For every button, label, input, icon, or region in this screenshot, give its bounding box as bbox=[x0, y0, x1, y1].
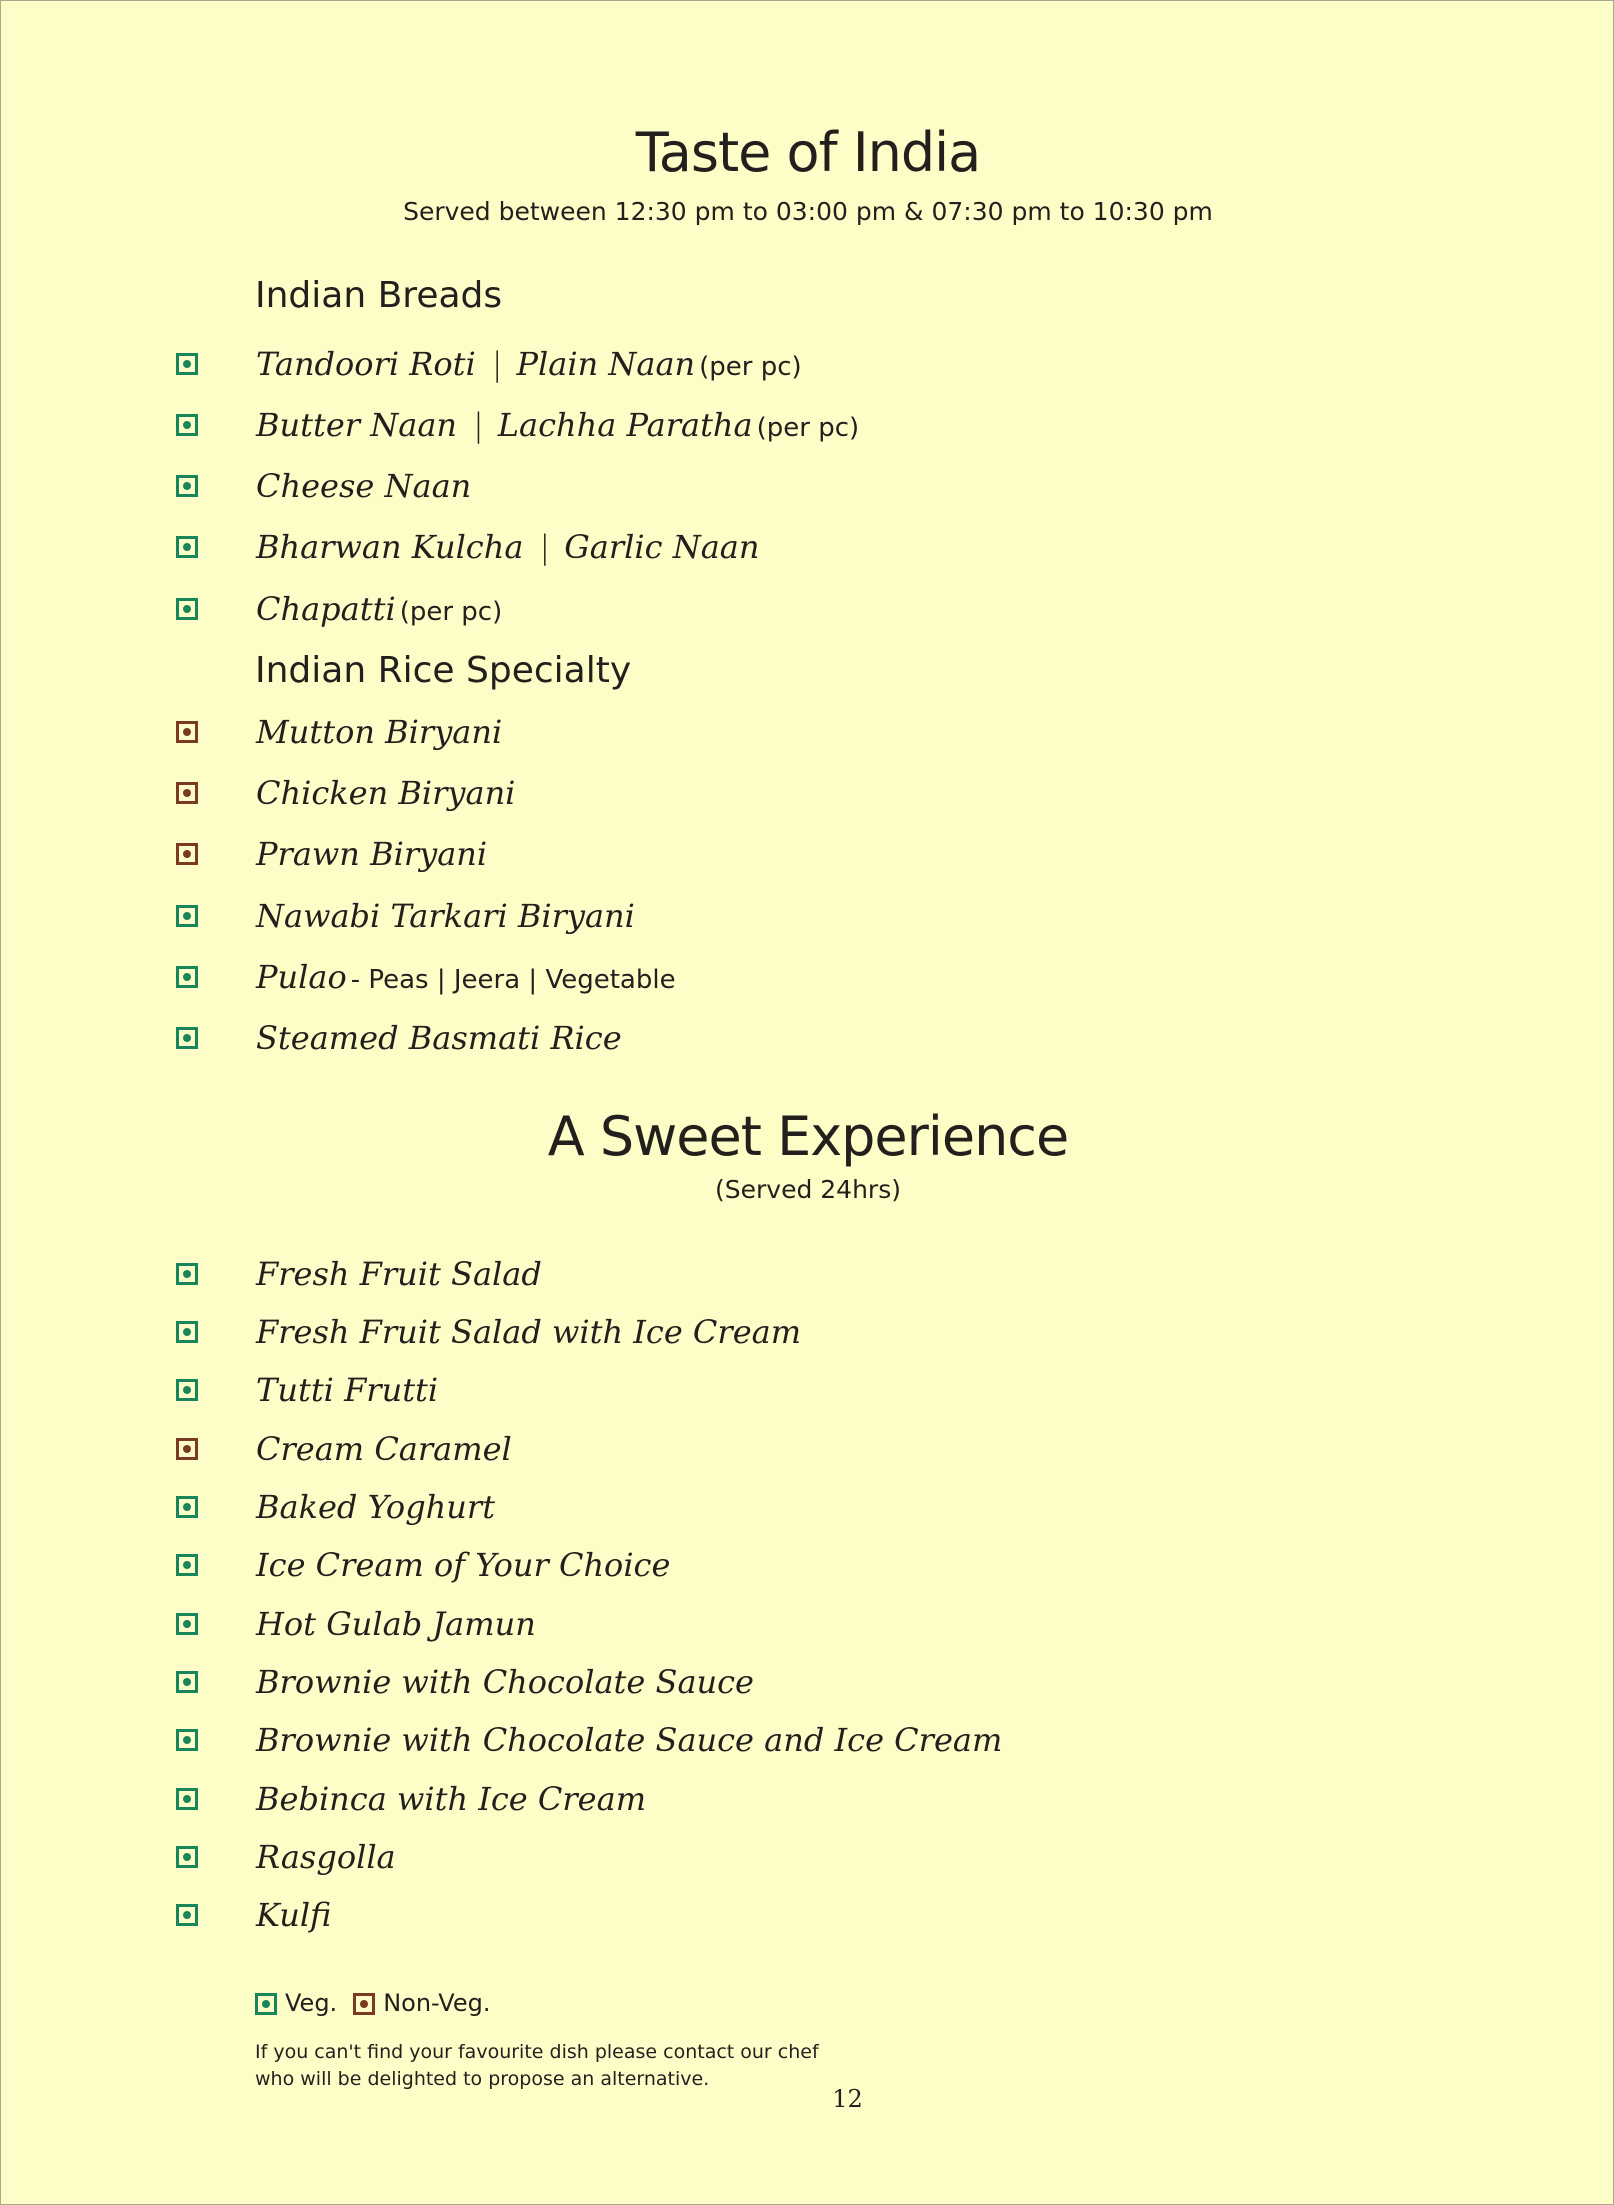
dish-name: Tutti Frutti bbox=[256, 1371, 439, 1409]
veg-icon bbox=[176, 414, 198, 436]
dish-name: Fresh Fruit Salad bbox=[256, 1255, 542, 1293]
dish-name: Cream Caramel bbox=[256, 1430, 512, 1468]
veg-icon bbox=[176, 1321, 198, 1343]
sweet-serving-note: (Served 24hrs) bbox=[715, 1175, 901, 1204]
dish-note: - Peas | Jeera | Vegetable bbox=[350, 965, 676, 995]
separator: | bbox=[539, 528, 551, 566]
list-item bbox=[1, 1657, 1401, 1713]
veg-icon bbox=[176, 1496, 198, 1518]
non-veg-icon bbox=[353, 1993, 375, 2015]
footnote-line: who will be delighted to propose an alternative. bbox=[255, 2068, 710, 2090]
dish-name: Plain Naan bbox=[516, 345, 696, 383]
separator: | bbox=[491, 345, 503, 383]
non-veg-icon bbox=[176, 1438, 198, 1460]
dish-name: Chapatti bbox=[256, 590, 396, 628]
list-item bbox=[1, 1774, 1401, 1830]
dish-name: Chicken Biryani bbox=[256, 774, 516, 812]
dish-name: Pulao bbox=[256, 958, 347, 996]
dish-name: Butter Naan bbox=[256, 406, 458, 444]
list-item bbox=[1, 1540, 1401, 1596]
dish-name: Ice Cream of Your Choice bbox=[256, 1546, 671, 1584]
list-item bbox=[1, 829, 1401, 885]
list-item bbox=[1, 1249, 1401, 1305]
list-item bbox=[1, 891, 1401, 947]
dish-name: Garlic Naan bbox=[564, 528, 760, 566]
dish-name: Hot Gulab Jamun bbox=[256, 1605, 536, 1643]
list-item bbox=[1, 584, 1401, 640]
list-item bbox=[1, 1832, 1401, 1888]
dish-name: Steamed Basmati Rice bbox=[256, 1019, 622, 1057]
section-title-sweet: A Sweet Experience bbox=[547, 1105, 1069, 1168]
list-item bbox=[1, 400, 1401, 456]
page-title: Taste of India bbox=[635, 121, 981, 184]
dish-name: Kulfi bbox=[256, 1896, 332, 1934]
legend-nonveg-label: Non-Veg. bbox=[383, 1989, 491, 2017]
veg-icon bbox=[176, 1613, 198, 1635]
veg-icon bbox=[176, 598, 198, 620]
list-item bbox=[1, 1365, 1401, 1421]
list-item bbox=[1, 1424, 1401, 1480]
list-item bbox=[1, 1013, 1401, 1069]
list-item bbox=[1, 522, 1401, 578]
veg-icon bbox=[176, 353, 198, 375]
dish-name: Brownie with Chocolate Sauce and Ice Cream bbox=[256, 1721, 1003, 1759]
serving-hours: Served between 12:30 pm to 03:00 pm & 07:30 pm to 10:30 pm bbox=[403, 197, 1213, 226]
dish-name: Prawn Biryani bbox=[256, 835, 488, 873]
footnote-line: If you can't find your favourite dish please contact our chef bbox=[255, 2041, 819, 2063]
dish-name: Bharwan Kulcha bbox=[256, 528, 524, 566]
list-item bbox=[1, 707, 1401, 763]
veg-icon bbox=[176, 1671, 198, 1693]
legend bbox=[255, 1989, 490, 2019]
list-item bbox=[1, 952, 1401, 1008]
dish-name: Fresh Fruit Salad with Ice Cream bbox=[256, 1313, 802, 1351]
veg-icon bbox=[176, 1788, 198, 1810]
list-item bbox=[1, 768, 1401, 824]
veg-icon bbox=[176, 1554, 198, 1576]
dish-name: Cheese Naan bbox=[256, 467, 472, 505]
veg-icon bbox=[176, 905, 198, 927]
dish-name: Brownie with Chocolate Sauce bbox=[256, 1663, 754, 1701]
veg-icon bbox=[176, 1263, 198, 1285]
veg-icon bbox=[176, 475, 198, 497]
veg-icon bbox=[255, 1993, 277, 2015]
list-item bbox=[1, 1715, 1401, 1771]
dish-note: (per pc) bbox=[699, 352, 802, 382]
dish-name: Rasgolla bbox=[256, 1838, 396, 1876]
veg-icon bbox=[176, 1379, 198, 1401]
dish-name: Mutton Biryani bbox=[256, 713, 503, 751]
non-veg-icon bbox=[176, 721, 198, 743]
list-item bbox=[1, 1307, 1401, 1363]
list-item bbox=[1, 461, 1401, 517]
separator: | bbox=[473, 406, 484, 444]
veg-icon bbox=[176, 1027, 198, 1049]
dish-name: Lachha Paratha bbox=[497, 406, 753, 444]
dish-name: Bebinca with Ice Cream bbox=[256, 1780, 647, 1818]
legend-veg-label: Veg. bbox=[285, 1989, 338, 2017]
veg-icon bbox=[176, 1904, 198, 1926]
veg-icon bbox=[176, 1846, 198, 1868]
non-veg-icon bbox=[176, 782, 198, 804]
page-number: 12 bbox=[832, 2085, 863, 2113]
non-veg-icon bbox=[176, 843, 198, 865]
list-item bbox=[1, 1482, 1401, 1538]
list-item bbox=[1, 339, 1401, 395]
veg-icon bbox=[176, 536, 198, 558]
section-heading-rice-specialty: Indian Rice Specialty bbox=[255, 650, 632, 691]
section-heading-indian-breads: Indian Breads bbox=[255, 275, 503, 316]
veg-icon bbox=[176, 966, 198, 988]
list-item bbox=[1, 1599, 1401, 1655]
list-item bbox=[1, 1890, 1401, 1946]
veg-icon bbox=[176, 1729, 198, 1751]
dish-note: (per pc) bbox=[756, 413, 860, 443]
dish-name: Nawabi Tarkari Biryani bbox=[256, 897, 635, 935]
dish-note: (per pc) bbox=[399, 597, 503, 627]
dish-name: Baked Yoghurt bbox=[256, 1488, 496, 1526]
dish-name: Tandoori Roti bbox=[256, 345, 476, 383]
